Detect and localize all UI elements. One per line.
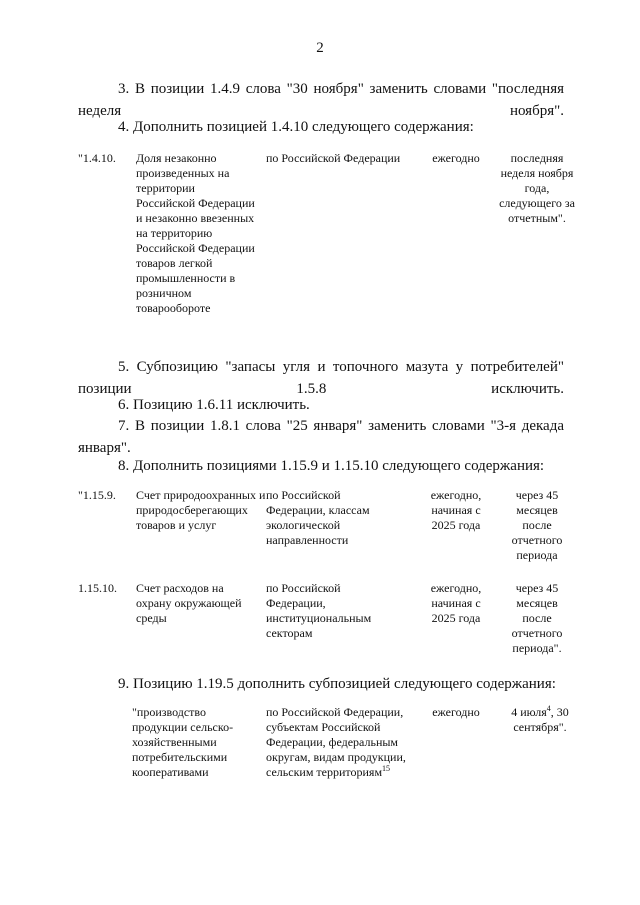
paragraph-item-8: 8. Дополнить позициями 1.15.9 и 1.15.10 следующего содержания: [118,458,545,474]
breakdown: по Российской Федерации [266,151,401,165]
paragraph-item-7: 7. В позиции 1.8.1 слова "25 января" заменить словами "3-я декада января". [78,418,564,456]
breakdown: по Российской Федерации, классам экологической направленности [266,488,370,547]
paragraph-item-4: 4. Дополнить позицией 1.4.10 следующего содержания: [118,119,474,135]
indicator-name: Счет расходов на охрану окружающей среды [136,581,242,625]
periodicity: ежегодно [432,151,480,165]
paragraph-item-3: 3. В позиции 1.4.9 слова "30 ноября" заменить словами "последняя неделя ноября". [78,81,564,119]
footnote-mark: 4 [546,704,551,713]
deadline-second: , 30 сентября". [513,705,569,734]
deadline [496,705,584,735]
periodicity: ежегодно, начиная с 2025 года [430,581,482,625]
deadline: последняя неделя ноября года, следующего за отчетным". [499,151,575,225]
paragraph-item-5: 5. Субпозицию "запасы угля и топочного мазута у потребителей" позиции 1.5.8 исключить. [78,359,564,397]
position-number: "1.4.10. [78,151,116,165]
position-number: "1.15.9. [78,488,116,502]
footnote-mark: 15 [382,764,391,773]
breakdown [266,705,426,780]
breakdown-text: по Российской Федерации, субъектам Российской Федерации, федеральным округам, видам продукции, сельским территориям [266,705,406,779]
deadline-first: 4 июля [511,705,547,719]
indicator-name: "производство продукции сельско-хозяйственными потребительскими кооперативами [132,705,234,779]
indicator-name: Счет природоохранных и природосберегающих товаров и услуг [136,488,266,532]
paragraph-item-9: 9. Позицию 1.19.5 дополнить субпозицией следующего содержания: [118,676,556,692]
periodicity: ежегодно [432,705,480,719]
indicator-name: Доля незаконно произведенных на территории Российской Федерации и незаконно ввезенных на территорию Российской Федерации товаров легкой промышленности в розничном товарообороте [136,151,255,315]
paragraph-item-6: 6. Позицию 1.6.11 исключить. [118,397,310,413]
deadline: через 45 месяцев после отчетного периода [511,488,563,562]
breakdown: по Российской Федерации, институциональным секторам [266,581,372,640]
page-number: 2 [316,40,324,56]
periodicity: ежегодно, начиная с 2025 года [430,488,482,532]
position-number: 1.15.10. [78,581,117,595]
deadline: через 45 месяцев после отчетного периода". [511,581,563,655]
